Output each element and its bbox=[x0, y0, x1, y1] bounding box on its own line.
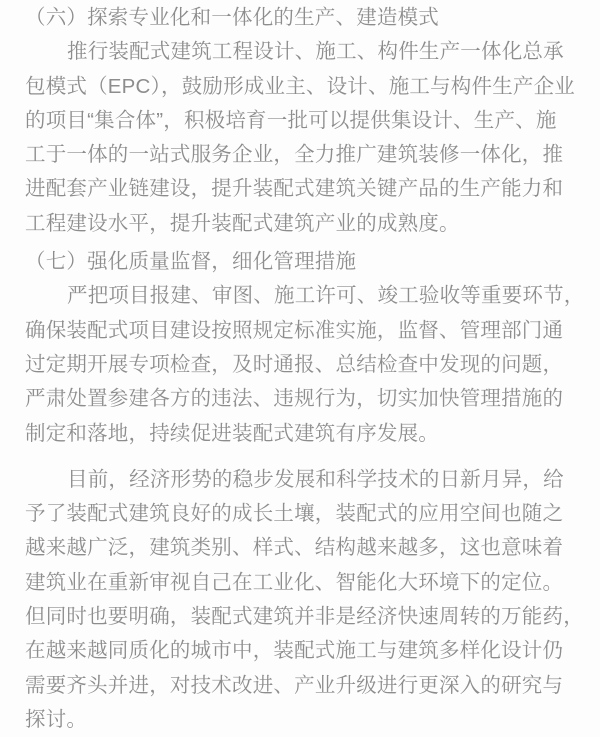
paragraph-line: 目前，经济形势的稳步发展和科学技术的日新月异，给 bbox=[67, 467, 564, 491]
paragraph-line: 越来越广泛，建筑类别、样式、结构越来越多，这也意味着 bbox=[25, 536, 564, 560]
paragraph-line: 但同时也要明确，装配式建筑并非是经济快速周转的万能药， bbox=[25, 605, 584, 629]
section-heading-7 bbox=[25, 245, 576, 279]
paragraph-outlook bbox=[25, 463, 584, 737]
paragraph-line: 推行装配式建筑工程设计、施工、构件生产一体化总承 bbox=[67, 40, 564, 64]
paragraph-line: 建筑业在重新审视自己在工业化、智能化大环境下的定位。 bbox=[25, 570, 564, 594]
paragraph-line: 包模式（EPC），鼓励形成业主、设计、施工与构件生产企业 bbox=[25, 74, 575, 98]
paragraph-line: 工于一体的一站式服务企业，全力推广建筑装修一体化，推 bbox=[25, 143, 564, 167]
paragraph-line: 过定期开展专项检查，及时通报、总结检查中发现的问题， bbox=[25, 352, 564, 376]
paragraph-epc-mode bbox=[25, 35, 576, 241]
paragraph-line: 确保装配式项目建设按照规定标准实施，监督、管理部门通 bbox=[25, 318, 564, 342]
heading-line: （七）强化质量监督，细化管理措施 bbox=[25, 250, 357, 274]
paragraph-line: 进配套产业链建设，提升装配式建筑关键产品的生产能力和 bbox=[25, 177, 564, 201]
heading-line: （六）探索专业化和一体化的生产、建造模式 bbox=[25, 6, 439, 29]
paragraph-line: 制定和落地，持续促进装配式建筑有序发展。 bbox=[25, 421, 439, 445]
paragraph-line: 的项目“集合体”，积极培育一批可以提供集设计、生产、施 bbox=[25, 108, 557, 132]
paragraph-line: 工程建设水平，提升装配式建筑产业的成熟度。 bbox=[25, 211, 460, 235]
paragraph-line: 予了装配式建筑良好的成长土壤，装配式的应用空间也随之 bbox=[25, 502, 564, 526]
paragraph-line: 严把项目报建、审图、施工许可、竣工验收等重要环节， bbox=[67, 284, 585, 308]
section-heading-6 bbox=[25, 1, 576, 35]
paragraph-line: 在越来越同质化的城市中，装配式施工与建筑多样化设计仍 bbox=[25, 639, 564, 663]
paragraph-quality-supervision bbox=[25, 279, 585, 450]
paragraph-line: 严肃处置参建各方的违法、违规行为，切实加快管理措施的 bbox=[25, 387, 564, 411]
paragraph-line: 探讨。 bbox=[25, 707, 88, 731]
paragraph-line: 需要齐头并进，对技术改进、产业升级进行更深入的研究与 bbox=[25, 673, 564, 697]
